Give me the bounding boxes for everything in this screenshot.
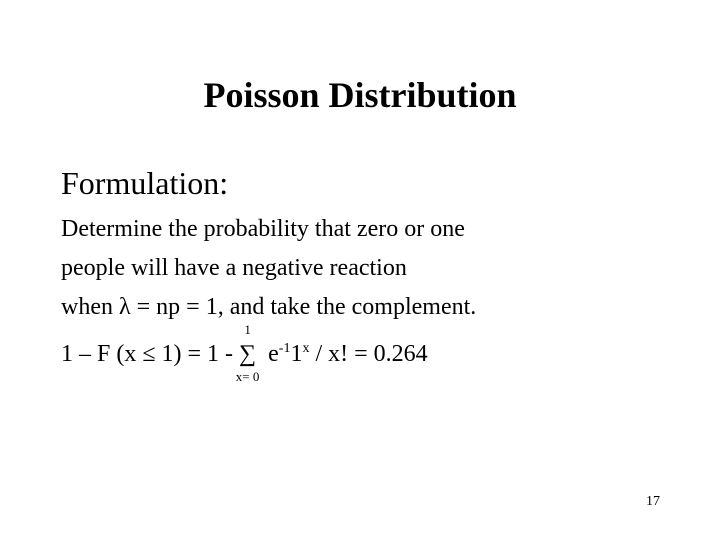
page-number: 17: [646, 494, 660, 509]
body-line-2: people will have a negative reaction: [61, 255, 407, 281]
body-line-1: Determine the probability that zero or one: [61, 216, 465, 242]
slide-title: Poisson Distribution: [203, 75, 517, 115]
formula-rhs: / x! = 0.264: [309, 341, 428, 367]
sum-symbol: ∑: [239, 341, 257, 367]
body-line-3: when λ = np = 1, and take the complement.: [61, 294, 477, 320]
formula-lhs: 1 – F (x ≤ 1) = 1 -: [61, 341, 240, 367]
term-exponent: -1: [278, 341, 291, 356]
term-spacer: [256, 341, 268, 367]
formula: [61, 322, 428, 384]
term-base: e: [268, 341, 279, 367]
sum-upper-limit: 1: [244, 322, 251, 337]
summation: [235, 322, 260, 384]
term-mid-exponent: x: [302, 341, 310, 356]
term-mid: 1: [290, 341, 303, 367]
subheading: Formulation:: [61, 165, 229, 201]
sum-lower-limit: x= 0: [235, 369, 260, 384]
